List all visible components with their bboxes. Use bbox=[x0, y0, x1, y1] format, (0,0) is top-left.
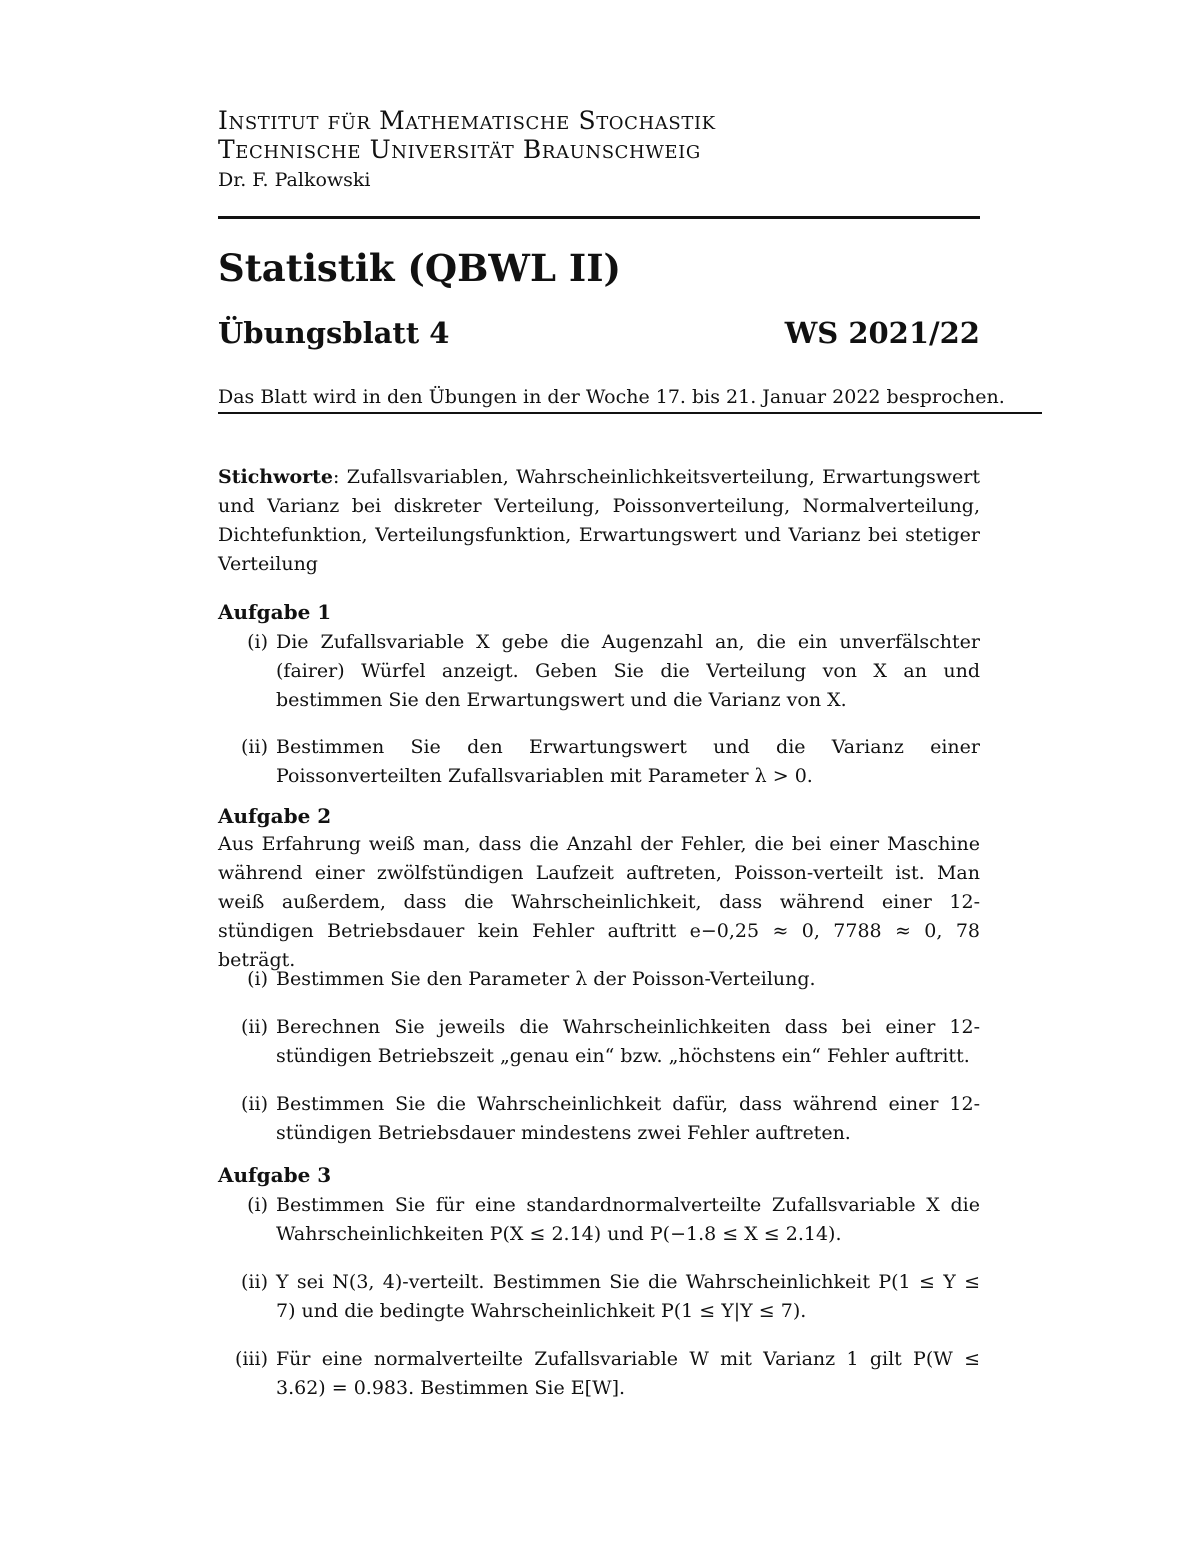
item-text: Für eine normalverteilte Zufallsvariable W mit Varianz 1 gilt P(W ≤ 3.62) = 0.983. Bestimmen Sie E[W]. bbox=[276, 1348, 980, 1399]
task-2-heading: Aufgabe 2 bbox=[218, 804, 332, 828]
course-title: Statistik (QBWL II) bbox=[218, 246, 622, 290]
item-number: (ii) bbox=[241, 1016, 268, 1038]
author-name: Dr. F. Palkowski bbox=[218, 169, 371, 191]
item-text: Y sei N(3, 4)-verteilt. Bestimmen Sie die Wahrscheinlichkeit P(1 ≤ Y ≤ 7) und die bedingte Wahrscheinlichkeit P(1 ≤ Y|Y ≤ 7). bbox=[276, 1271, 980, 1322]
item-number: (i) bbox=[247, 631, 268, 653]
item-number: (iii) bbox=[234, 1348, 268, 1370]
item-number: (i) bbox=[247, 968, 268, 990]
task-2-item-1 bbox=[218, 965, 980, 994]
task-3-heading: Aufgabe 3 bbox=[218, 1163, 332, 1187]
sheet-info-row bbox=[218, 316, 980, 356]
item-number: (ii) bbox=[241, 736, 268, 758]
task-3-item-3 bbox=[218, 1345, 980, 1403]
task-2-item-2 bbox=[218, 1013, 980, 1071]
document-header bbox=[218, 106, 716, 194]
item-text: Bestimmen Sie für eine standardnormalverteilte Zufallsvariable X die Wahrscheinlichkeiten P(X ≤ 2.14) und P(−1.8 ≤ X ≤ 2.14). bbox=[276, 1194, 980, 1245]
item-number: (ii) bbox=[241, 1093, 268, 1115]
item-number: (i) bbox=[247, 1194, 268, 1216]
task-1-item-1 bbox=[218, 628, 980, 715]
university-name: Technische Universität Braunschweig bbox=[218, 135, 701, 164]
header-divider bbox=[218, 216, 980, 219]
item-text: Bestimmen Sie die Wahrscheinlichkeit dafür, dass während einer 12-stündigen Betriebsdauer mindestens zwei Fehler auftreten. bbox=[276, 1093, 980, 1144]
item-text: Bestimmen Sie den Erwartungswert und die Varianz einer Poissonverteilten Zufallsvariablen mit Parameter λ > 0. bbox=[276, 736, 980, 787]
item-text: Die Zufallsvariable X gebe die Augenzahl an, die ein unverfälschter (fairer) Würfel anzeigt. Geben Sie die Verteilung von X an und bestimmen Sie den Erwartungswert und die Varianz von X. bbox=[276, 631, 980, 711]
task-1-item-2 bbox=[218, 733, 980, 791]
item-text: Berechnen Sie jeweils die Wahrscheinlichkeiten dass bei einer 12-stündigen Betriebszeit „genau ein“ bzw. „höchstens ein“ Fehler auftritt. bbox=[276, 1016, 980, 1067]
keywords-label: Stichworte bbox=[218, 466, 334, 488]
item-number: (ii) bbox=[241, 1271, 268, 1293]
task-1-heading: Aufgabe 1 bbox=[218, 600, 332, 624]
sheet-number: Übungsblatt 4 bbox=[218, 316, 450, 350]
discussion-notice: Das Blatt wird in den Übungen in der Woche 17. bis 21. Januar 2022 besprochen. bbox=[218, 386, 1042, 414]
institute-name: Institut für Mathematische Stochastik bbox=[218, 106, 716, 135]
task-3-item-2 bbox=[218, 1268, 980, 1326]
task-2-intro: Aus Erfahrung weiß man, dass die Anzahl der Fehler, die bei einer Maschine während einer zwölfstündigen Laufzeit auftreten, Poisson-verteilt ist. Man weiß außerdem, dass die Wahrscheinlichkeit, dass während einer 12-stündigen Betriebsdauer kein Fehler auftritt e−0,25 ≈ 0, 7788 ≈ 0, 78 beträgt. bbox=[218, 833, 980, 971]
item-text: Bestimmen Sie den Parameter λ der Poisson-Verteilung. bbox=[276, 968, 816, 990]
keywords-paragraph bbox=[218, 463, 980, 579]
semester-label: WS 2021/22 bbox=[784, 316, 980, 350]
task-3-item-1 bbox=[218, 1191, 980, 1249]
task-2-item-3 bbox=[218, 1090, 980, 1148]
keywords-text: : Zufallsvariablen, Wahrscheinlichkeitsverteilung, Erwartungswert und Varianz bei diskreter Verteilung, Poissonverteilung, Normalverteilung, Dichtefunktion, Verteilungsfunktion, Erwartungswert und Varianz bei stetiger Verteilung bbox=[218, 466, 980, 575]
